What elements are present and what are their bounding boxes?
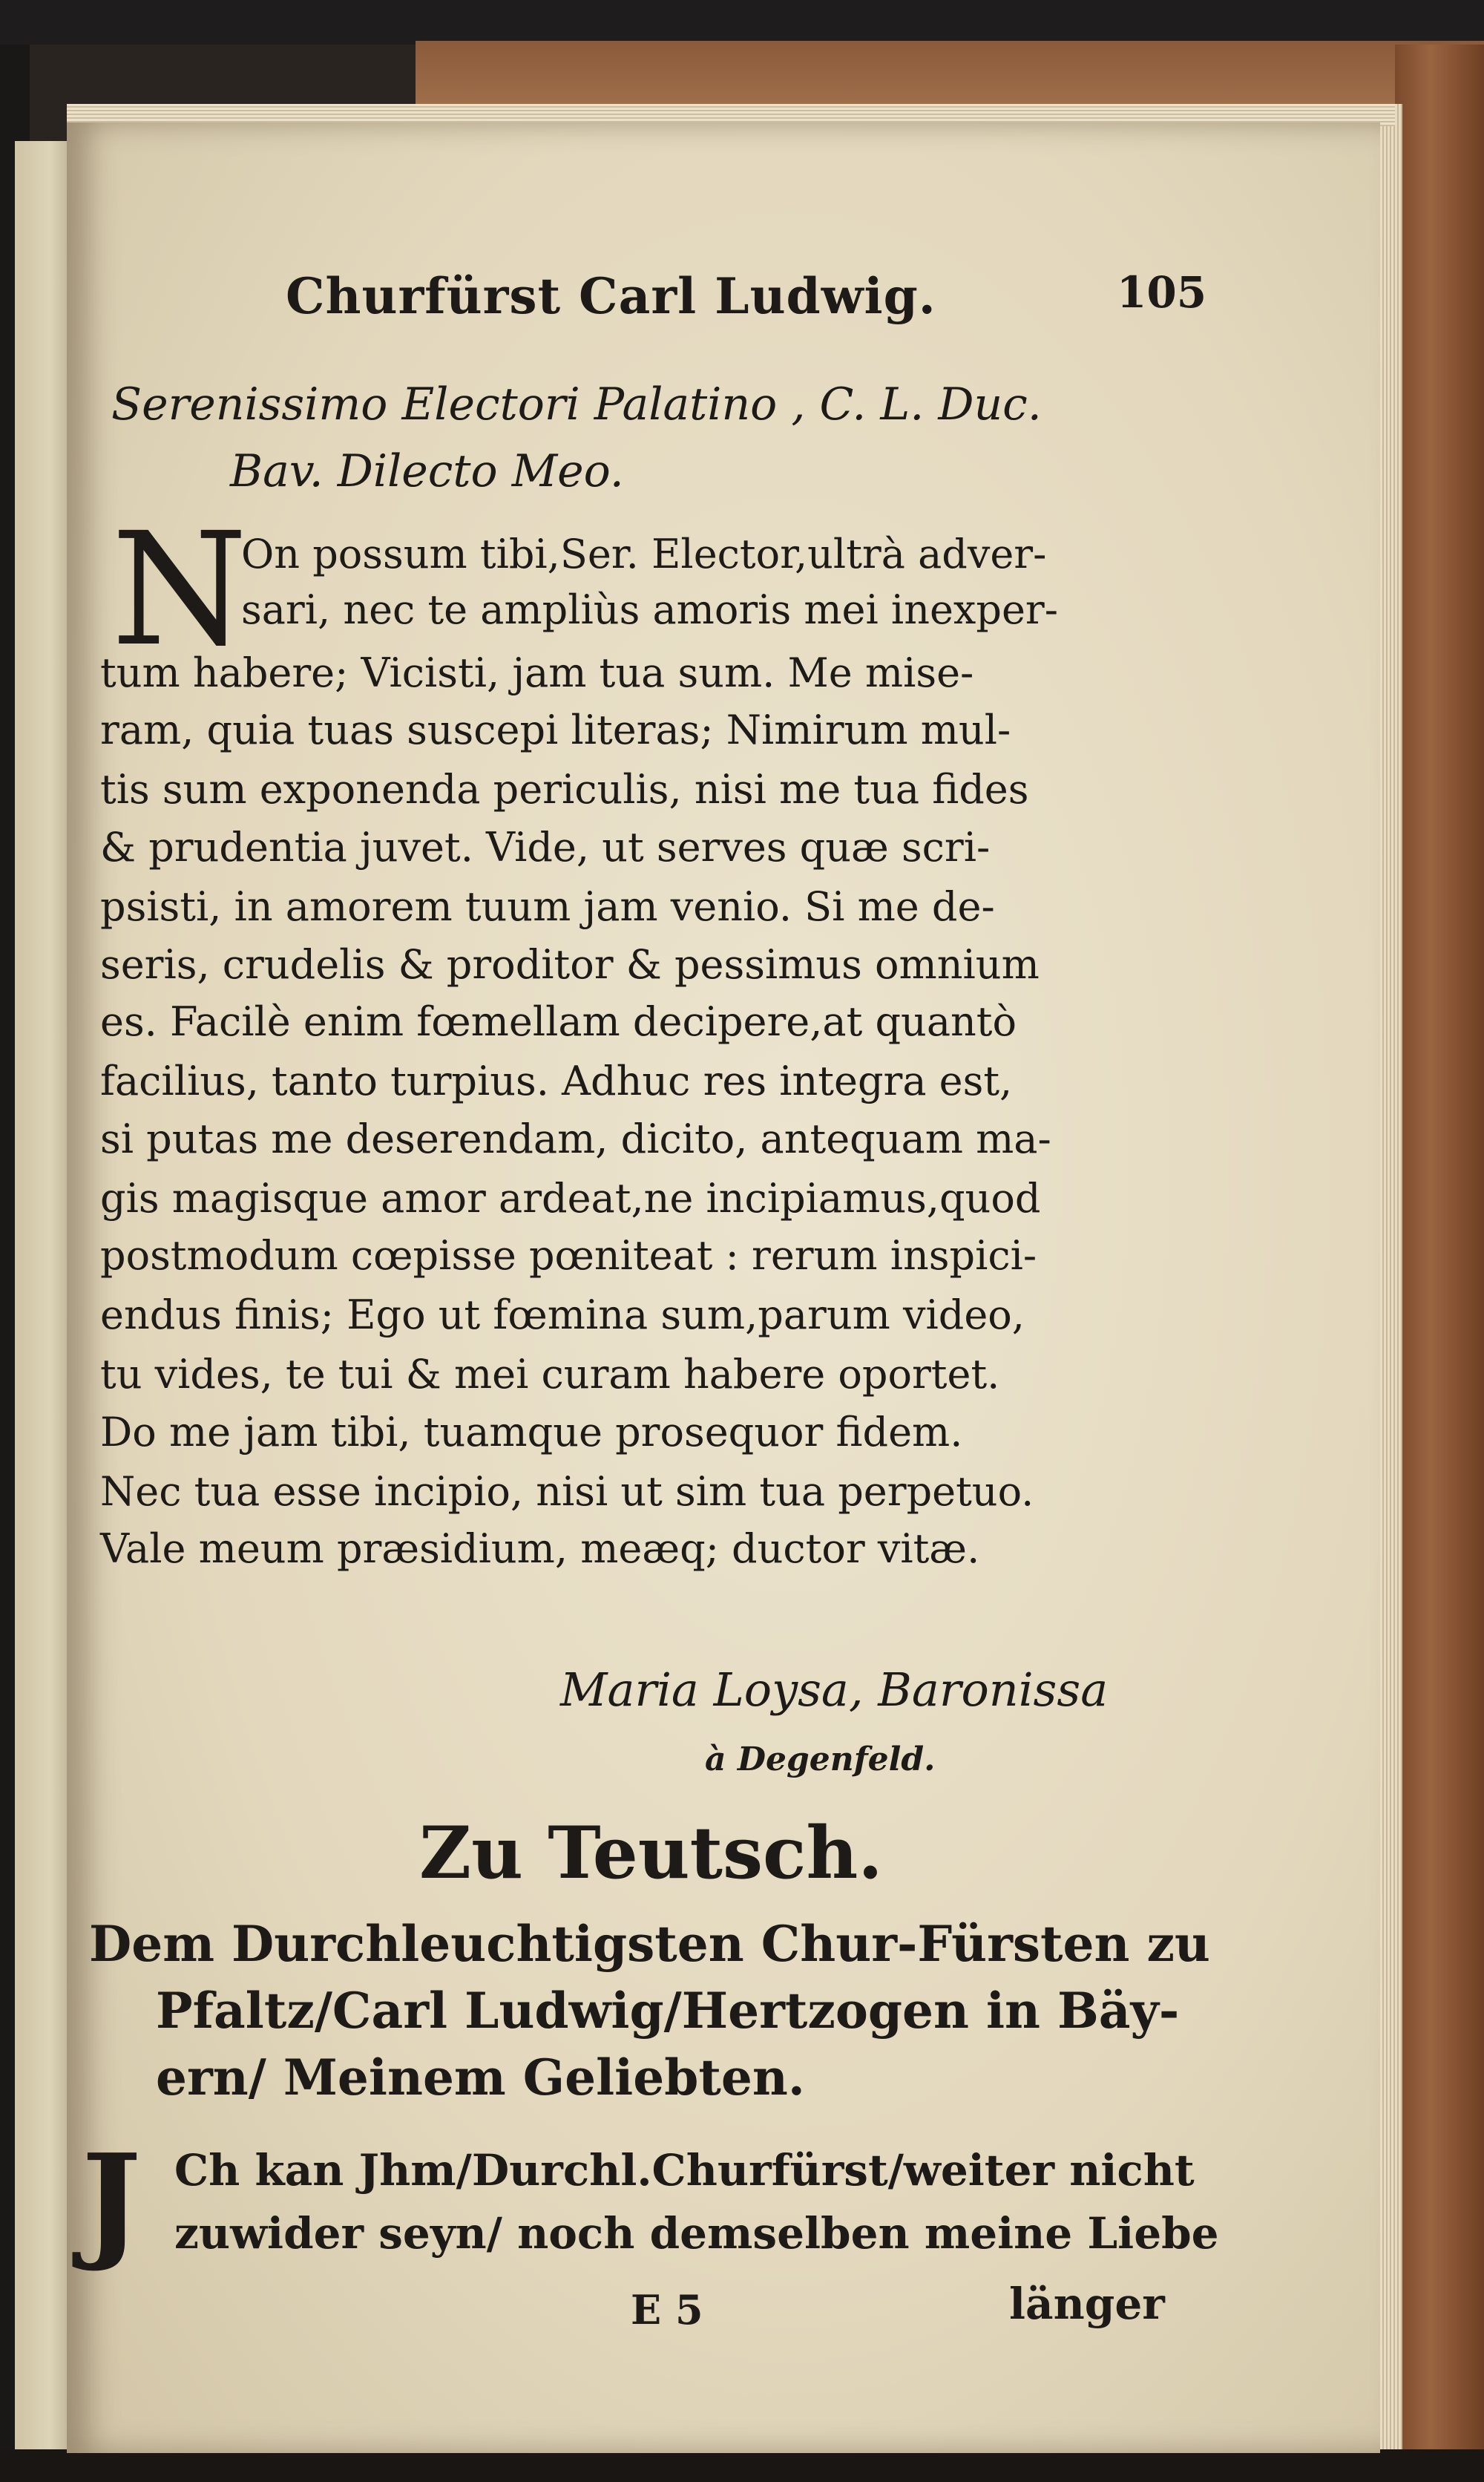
latin-text-line: gis magisque amor ardeat,ne incipiamus,quod <box>100 1175 1041 1222</box>
german-address-line: ern/ Meinem Geliebten. <box>156 2049 805 2106</box>
latin-text-line: endus finis; Ego ut fœmina sum,parum video, <box>100 1291 1025 1338</box>
latin-text-line: si putas me deserendam, dicito, antequam ma- <box>100 1116 1051 1162</box>
latin-text-line: & prudentia juvet. Vide, ut serves quæ scri- <box>100 824 991 871</box>
latin-text-line: On possum tibi,Ser. Elector,ultrà adver- <box>241 531 1047 577</box>
page-number: 105 <box>1117 267 1207 318</box>
latin-text-line: postmodum cœpisse pœniteat : rerum inspici- <box>100 1232 1037 1279</box>
section-heading: Zu Teutsch. <box>419 1811 883 1895</box>
latin-text-line: tum habere; Vicisti, jam tua sum. Me mise- <box>100 649 974 696</box>
latin-text-line: ram, quia tuas suscepi literas; Nimirum mul- <box>100 707 1011 753</box>
latin-text-line: tis sum exponenda periculis, nisi me tua fides <box>100 766 1029 813</box>
german-address-line: Pfaltz/Carl Ludwig/Hertzogen in Bäy- <box>156 1982 1180 2040</box>
latin-address-line: Bav. Dilecto Meo. <box>230 445 624 497</box>
latin-text-line: seris, crudelis & proditor & pessimus omnium <box>100 941 1040 988</box>
page-block-edges-right <box>1380 104 1402 2457</box>
dark-background-bottom <box>0 2449 1484 2482</box>
signature-name: Maria Loysa, Baronissa <box>560 1663 1109 1717</box>
latin-text-line: facilius, tanto turpius. Adhuc res integra est, <box>100 1058 1013 1104</box>
latin-text-line: psisti, in amorem tuum jam venio. Si me de- <box>100 883 995 930</box>
german-address-line: Dem Durchleuchtigsten Chur-Fürsten zu <box>89 1915 1210 1973</box>
latin-text-line: Do me jam tibi, tuamque prosequor fidem. <box>100 1409 963 1456</box>
german-text-line: Ch kan Jhm/Durchl.Churfürst/weiter nicht <box>174 2145 1195 2196</box>
latin-text-line: tu vides, te tui & mei curam habere oportet. <box>100 1351 1000 1398</box>
dark-background-top <box>0 0 1484 45</box>
latin-text-line: es. Facilè enim fœmellam decipere,at quantò <box>100 998 1017 1045</box>
wooden-surface-top <box>416 41 1484 108</box>
latin-text-line: Vale meum præsidium, meæq; ductor vitæ. <box>100 1525 980 1572</box>
signature-place: à Degenfeld. <box>705 1741 936 1778</box>
wooden-surface-right <box>1395 45 1484 2482</box>
latin-text-line: Nec tua esse incipio, nisi ut sim tua perpetuo. <box>100 1468 1034 1515</box>
catchword: länger <box>1009 2279 1165 2329</box>
german-text-line: zuwider seyn/ noch demselben meine Liebe <box>174 2208 1219 2259</box>
latin-address-line: Serenissimo Electori Palatino , C. L. Duc. <box>111 379 1042 430</box>
drop-cap: N <box>111 499 248 681</box>
latin-text-line: sari, nec te ampliùs amoris mei inexper- <box>241 586 1058 633</box>
drop-cap: J <box>82 2126 142 2275</box>
signature-mark: E 5 <box>631 2286 703 2334</box>
running-head: Churfürst Carl Ludwig. <box>286 267 936 325</box>
